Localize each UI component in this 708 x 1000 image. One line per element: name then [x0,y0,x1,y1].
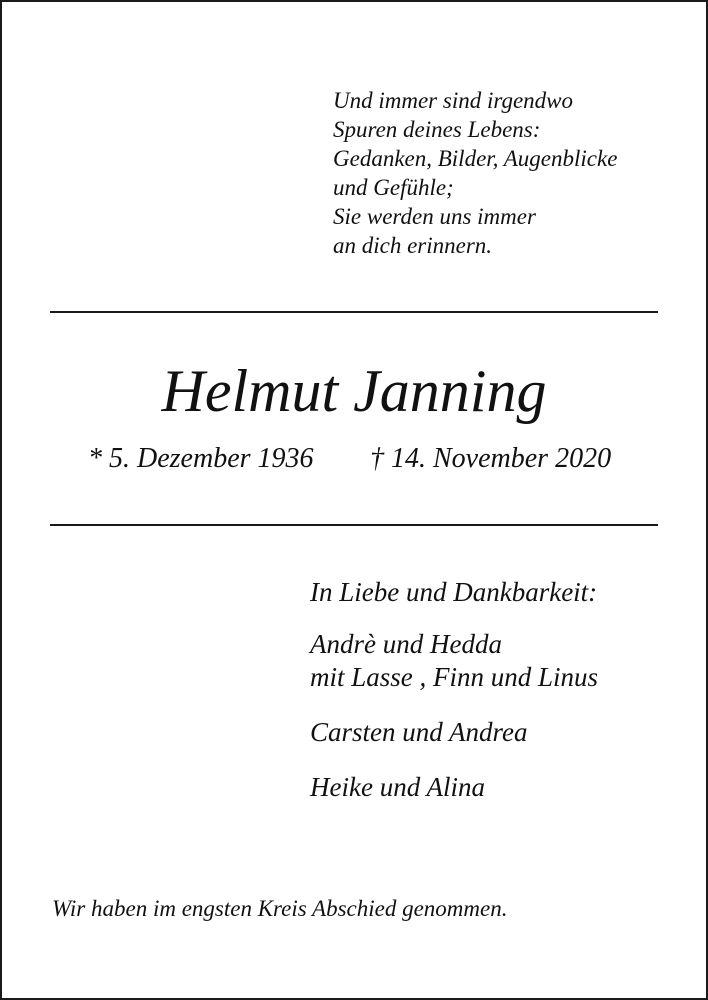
life-dates [88,441,612,477]
mourners-intro: In Liebe und Dankbarkeit: [310,577,598,607]
poem-line: Und immer sind irgendwo [333,88,574,113]
poem-line: an dich erinnern. [333,233,493,258]
poem-line: und Gefühle; [333,175,454,200]
poem-line: Gedanken, Bilder, Augenblicke [333,146,618,171]
mourners-section [310,577,598,826]
footer-note: Wir haben im engsten Kreis Abschied genommen. [52,896,508,921]
mourner-group [310,716,598,749]
mourner-line: mit Lasse , Finn und Linus [310,662,599,692]
mourner-group [310,628,598,694]
mourner-line: Carsten und Andrea [310,717,528,747]
mourner-group [310,771,598,804]
mourner-line: Andrè und Hedda [310,629,502,659]
birth-date: * 5. Dezember 1936 [88,443,314,474]
memorial-poem [333,86,617,260]
poem-line: Spuren deines Lebens: [333,117,541,142]
bottom-divider [50,524,658,526]
top-divider [50,311,658,313]
death-date: † 14. November 2020 [370,443,612,474]
deceased-name: Helmut Janning [161,358,547,424]
mourner-line: Heike und Alina [310,772,485,802]
poem-line: Sie werden uns immer [333,204,536,229]
